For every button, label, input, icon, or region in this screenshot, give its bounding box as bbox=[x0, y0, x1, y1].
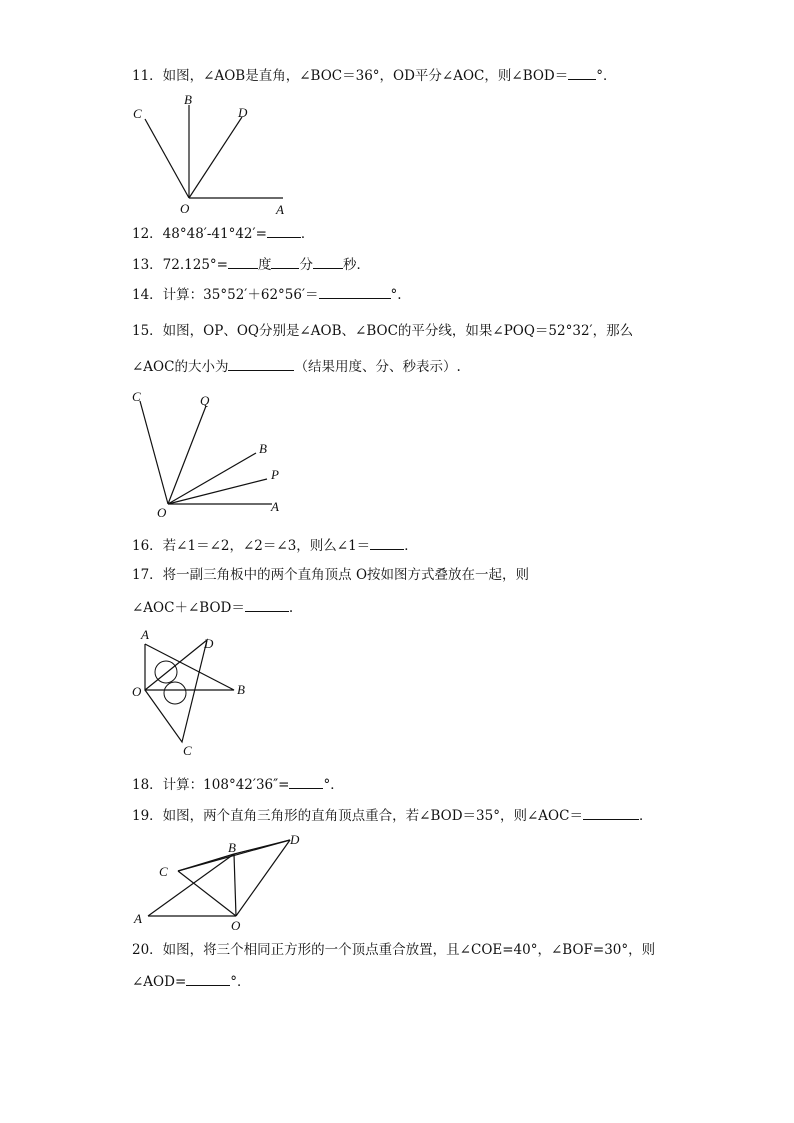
question-19-text: 19．如图，两个直角三角形的直角顶点重合，若∠BOD＝35°，则∠AOC＝ bbox=[132, 808, 583, 824]
label-O: O bbox=[132, 684, 142, 699]
question-14-text: 14．计算：35°52′＋62°56′＝ bbox=[132, 287, 319, 303]
question-11-tail: °． bbox=[596, 68, 617, 84]
question-17-line-1 bbox=[132, 566, 529, 584]
label-B: B bbox=[259, 441, 267, 456]
label-O: O bbox=[157, 505, 167, 520]
unit-minute: 分 bbox=[299, 257, 313, 273]
question-16 bbox=[132, 536, 418, 555]
label-B: B bbox=[237, 682, 245, 697]
figure-q11 bbox=[130, 92, 300, 217]
question-17-text: 17．将一副三角板中的两个直角顶点 O按如图方式叠放在一起，则 bbox=[132, 567, 530, 583]
answer-blank[interactable] bbox=[568, 66, 596, 80]
question-12 bbox=[132, 224, 314, 243]
question-15-line-2 bbox=[132, 357, 461, 376]
figure-q19 bbox=[130, 830, 315, 935]
question-11-text: 11．如图，∠AOB是直角，∠BOC＝36°，OD平分∠AOC，则∠BOD＝ bbox=[132, 68, 569, 84]
label-P: P bbox=[271, 467, 279, 482]
answer-blank[interactable] bbox=[319, 285, 391, 299]
answer-blank[interactable] bbox=[583, 806, 639, 820]
question-12-text: 12．48°48′-41°42′= bbox=[132, 226, 267, 242]
question-20-line-2 bbox=[132, 972, 251, 991]
label-B: B bbox=[228, 840, 236, 855]
answer-blank[interactable] bbox=[271, 255, 299, 269]
question-20-tail: °． bbox=[230, 974, 251, 990]
label-A: A bbox=[276, 202, 284, 217]
label-A: A bbox=[271, 499, 279, 514]
answer-blank[interactable] bbox=[228, 357, 294, 371]
unit-second: 秒． bbox=[342, 257, 370, 273]
label-O: O bbox=[231, 918, 241, 933]
answer-blank[interactable] bbox=[370, 536, 404, 550]
question-18-text: 18．计算：108°42′36″= bbox=[132, 777, 290, 793]
answer-blank[interactable] bbox=[267, 224, 301, 238]
question-15-text-3: （结果用度、分、秒表示）. bbox=[294, 359, 461, 375]
figure-q17 bbox=[130, 626, 260, 761]
question-14 bbox=[132, 285, 402, 304]
label-D: D bbox=[238, 105, 248, 120]
label-Q: Q bbox=[200, 393, 210, 408]
figure-q15 bbox=[130, 386, 300, 521]
question-13-text: 13．72.125°= bbox=[132, 257, 228, 273]
question-14-tail: °. bbox=[390, 287, 402, 303]
answer-blank[interactable] bbox=[289, 775, 323, 789]
question-20-text-2: ∠AOD= bbox=[132, 974, 187, 990]
question-15-text: 15．如图，OP、OQ分别是∠AOB、∠BOC的平分线，如果∠POQ＝52°32′，那么 bbox=[132, 323, 634, 339]
label-D: D bbox=[290, 832, 300, 847]
label-A: A bbox=[134, 911, 142, 926]
label-C: C bbox=[159, 864, 168, 879]
question-17-tail: . bbox=[288, 600, 294, 616]
question-20-line-1 bbox=[132, 941, 655, 959]
question-13 bbox=[132, 255, 370, 274]
label-B: B bbox=[184, 92, 192, 107]
question-20-text: 20．如图，将三个相同正方形的一个顶点重合放置，且∠COE=40°，∠BOF=30°，则 bbox=[132, 942, 656, 958]
answer-blank[interactable] bbox=[228, 255, 258, 269]
question-19-tail: ． bbox=[638, 808, 653, 824]
unit-degree: 度 bbox=[257, 257, 272, 273]
question-18 bbox=[132, 775, 344, 794]
answer-blank[interactable] bbox=[313, 255, 343, 269]
label-C: C bbox=[132, 389, 141, 404]
question-18-tail: °． bbox=[323, 777, 344, 793]
label-O: O bbox=[180, 201, 190, 216]
question-11 bbox=[132, 66, 617, 85]
question-12-tail: ． bbox=[300, 226, 315, 242]
question-17-text-2: ∠AOC＋∠BOD＝ bbox=[132, 600, 245, 616]
question-19 bbox=[132, 806, 652, 825]
label-C: C bbox=[183, 743, 192, 758]
answer-blank[interactable] bbox=[186, 972, 230, 986]
question-17-line-2 bbox=[132, 598, 293, 617]
answer-blank[interactable] bbox=[245, 598, 289, 612]
question-16-tail: ． bbox=[404, 538, 418, 554]
question-16-text: 16．若∠1＝∠2，∠2＝∠3，则么∠1＝ bbox=[132, 538, 371, 554]
label-D: D bbox=[204, 636, 214, 651]
label-A: A bbox=[141, 627, 149, 642]
question-15-line-1 bbox=[132, 322, 633, 340]
label-C: C bbox=[133, 106, 142, 121]
question-15-text-2: ∠AOC的大小为 bbox=[132, 359, 229, 375]
